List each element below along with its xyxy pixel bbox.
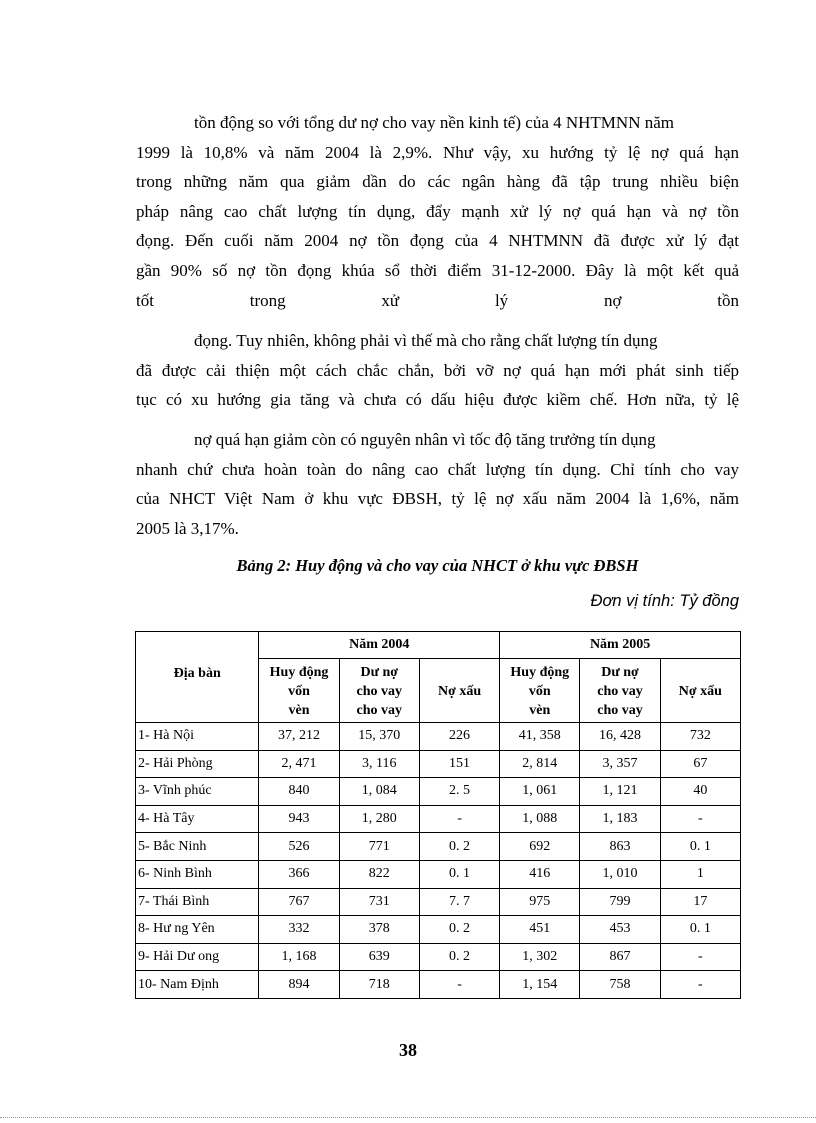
row-value-cell: -	[419, 805, 499, 833]
row-location-cell: 3- Vĩnh phúc	[136, 778, 259, 806]
row-value-cell: 0. 2	[419, 916, 499, 944]
text-line: gần 90% số nợ tồn đọng khúa sổ thời điểm 31-12-2000. Đây là một kết quả	[136, 260, 739, 280]
table-row	[136, 778, 741, 806]
subheader-cell	[339, 659, 419, 723]
row-value-cell: 732	[660, 723, 740, 751]
row-value-cell: 67	[660, 750, 740, 778]
row-value-cell: 453	[580, 916, 660, 944]
row-value-cell: 526	[259, 833, 339, 861]
table-caption: Bảng 2: Huy động và cho vay của NHCT ở khu vực ĐBSH	[236, 556, 639, 575]
subheader-line: vèn	[529, 703, 551, 718]
row-value-cell: 332	[259, 916, 339, 944]
subheader-cell	[259, 659, 339, 723]
row-value-cell: 1, 183	[580, 805, 660, 833]
row-location-cell: 7- Thái Bình	[136, 888, 259, 916]
row-value-cell: 822	[339, 860, 419, 888]
row-value-cell: 0. 1	[660, 833, 740, 861]
row-value-cell: 2, 814	[500, 750, 580, 778]
row-value-cell: 867	[580, 943, 660, 971]
text-line: nợ quá hạn giảm còn có nguyên nhân vì tốc độ tăng trưởng tín dụng	[194, 430, 656, 449]
row-value-cell: 0. 1	[419, 860, 499, 888]
text-line: tồn động so với tổng dư nợ cho vay nền kinh tế) của 4 NHTMNN năm	[194, 113, 674, 132]
row-value-cell: 1, 168	[259, 943, 339, 971]
row-location-cell: 10- Nam Định	[136, 971, 259, 999]
row-value-cell: 1, 280	[339, 805, 419, 833]
subheader-cell	[500, 659, 580, 723]
row-location-cell: 5- Bắc Ninh	[136, 833, 259, 861]
row-value-cell: 718	[339, 971, 419, 999]
row-value-cell: 692	[500, 833, 580, 861]
data-table	[135, 631, 741, 999]
table-row	[136, 805, 741, 833]
text-line: đã được cải thiện một cách chắc chắn, bởi vỡ nợ quá hạn mới phát sinh tiếp	[136, 360, 739, 380]
row-value-cell: 15, 370	[339, 723, 419, 751]
text-line: 1999 là 10,8% và năm 2004 là 2,9%. Như vậy, xu hướng tỷ lệ nợ quá hạn	[136, 142, 739, 162]
row-location-cell: 2- Hải Phòng	[136, 750, 259, 778]
row-location-cell: 4- Hà Tây	[136, 805, 259, 833]
row-value-cell: 226	[419, 723, 499, 751]
row-location-cell: 1- Hà Nội	[136, 723, 259, 751]
row-value-cell: 894	[259, 971, 339, 999]
subheader-line: Huy động	[510, 665, 570, 680]
text-line: tốt trong xử lý nợ tồn	[136, 290, 739, 310]
text-line: nhanh chứ chưa hoàn toàn do nâng cao chất lượng tín dụng. Chỉ tính cho vay	[136, 459, 739, 479]
row-value-cell: 2, 471	[259, 750, 339, 778]
subheader-line: vốn	[288, 684, 310, 699]
header-year-2005: Năm 2005	[500, 632, 741, 659]
subheader-line: Dư nợ	[360, 665, 399, 680]
subheader-cell	[419, 659, 499, 723]
text-line: pháp nâng cao chất lượng tín dụng, đẩy mạnh xử lý nợ quá hạn và nợ tồn	[136, 201, 739, 221]
row-value-cell: 1, 010	[580, 860, 660, 888]
text-line: đọng. Tuy nhiên, không phải vì thế mà cho rằng chất lượng tín dụng	[194, 331, 658, 350]
row-value-cell: 799	[580, 888, 660, 916]
row-value-cell: 0. 1	[660, 916, 740, 944]
table-body	[136, 723, 741, 999]
subheader-line: Nợ xấu	[437, 684, 482, 699]
row-value-cell: 41, 358	[500, 723, 580, 751]
row-value-cell: 975	[500, 888, 580, 916]
row-location-cell: 8- Hư ng Yên	[136, 916, 259, 944]
table-row	[136, 860, 741, 888]
row-value-cell: 1, 154	[500, 971, 580, 999]
header-year-2004: Năm 2004	[259, 632, 500, 659]
body-paragraph-1	[136, 108, 739, 315]
row-value-cell: 17	[660, 888, 740, 916]
row-value-cell: 639	[339, 943, 419, 971]
table-row	[136, 916, 741, 944]
table-row	[136, 723, 741, 751]
row-value-cell: 2. 5	[419, 778, 499, 806]
subheader-line: vốn	[528, 684, 551, 699]
table-row	[136, 833, 741, 861]
text-line: đọng. Đến cuối năm 2004 nợ tồn đọng của 4 NHTMNN đã được xử lý đạt	[136, 231, 739, 251]
table-row	[136, 750, 741, 778]
unit-note: Đơn vị tính: Tỷ đồng	[590, 592, 739, 610]
header-location: Địa bàn	[136, 632, 259, 723]
row-value-cell: 1, 061	[500, 778, 580, 806]
row-value-cell: 378	[339, 916, 419, 944]
row-value-cell: 1, 302	[500, 943, 580, 971]
subheader-line: Huy động	[269, 665, 329, 680]
row-value-cell: 416	[500, 860, 580, 888]
row-value-cell: -	[660, 805, 740, 833]
row-value-cell: 840	[259, 778, 339, 806]
row-value-cell: 1, 084	[339, 778, 419, 806]
row-value-cell: 0. 2	[419, 833, 499, 861]
row-value-cell: 40	[660, 778, 740, 806]
row-value-cell: -	[660, 943, 740, 971]
page-number: 38	[399, 1040, 417, 1060]
row-value-cell: 771	[339, 833, 419, 861]
row-value-cell: -	[660, 971, 740, 999]
text-line: 2005 là 3,17%.	[136, 518, 239, 538]
row-location-cell: 6- Ninh Bình	[136, 860, 259, 888]
text-line: tục có xu hướng gia tăng và chưa có dấu hiệu được kiềm chế. Hơn nữa, tỷ lệ	[136, 390, 739, 410]
row-value-cell: 943	[259, 805, 339, 833]
body-paragraph-2	[136, 326, 739, 415]
row-value-cell: -	[419, 971, 499, 999]
row-value-cell: 3, 357	[580, 750, 660, 778]
table-row	[136, 971, 741, 999]
row-value-cell: 1	[660, 860, 740, 888]
row-value-cell: 1, 121	[580, 778, 660, 806]
subheader-cell	[580, 659, 660, 723]
subheader-line: vèn	[288, 703, 310, 718]
subheader-line: Nợ xấu	[678, 684, 722, 699]
row-value-cell: 16, 428	[580, 723, 660, 751]
row-value-cell: 366	[259, 860, 339, 888]
subheader-line: cho vay	[597, 684, 643, 699]
text-line: trong những năm qua giảm dần do các ngân hàng đã tập trung nhiều biện	[136, 172, 739, 192]
subheader-line: cho vay	[356, 684, 403, 699]
row-value-cell: 1, 088	[500, 805, 580, 833]
subheader-line: cho vay	[356, 703, 403, 718]
row-location-cell: 9- Hải Dư ong	[136, 943, 259, 971]
table-row	[136, 943, 741, 971]
subheader-cell	[660, 659, 740, 723]
row-value-cell: 767	[259, 888, 339, 916]
subheader-line: Dư nợ	[601, 665, 639, 680]
row-value-cell: 7. 7	[419, 888, 499, 916]
body-paragraph-3	[136, 425, 739, 543]
row-value-cell: 0. 2	[419, 943, 499, 971]
table-row	[136, 888, 741, 916]
row-value-cell: 151	[419, 750, 499, 778]
row-value-cell: 863	[580, 833, 660, 861]
row-value-cell: 3, 116	[339, 750, 419, 778]
row-value-cell: 451	[500, 916, 580, 944]
footer-divider	[0, 1117, 816, 1118]
row-value-cell: 37, 212	[259, 723, 339, 751]
row-value-cell: 758	[580, 971, 660, 999]
row-value-cell: 731	[339, 888, 419, 916]
subheader-line: cho vay	[597, 703, 643, 718]
text-line: của NHCT Việt Nam ở khu vực ĐBSH, tỷ lệ nợ xấu năm 2004 là 1,6%, năm	[136, 489, 739, 509]
